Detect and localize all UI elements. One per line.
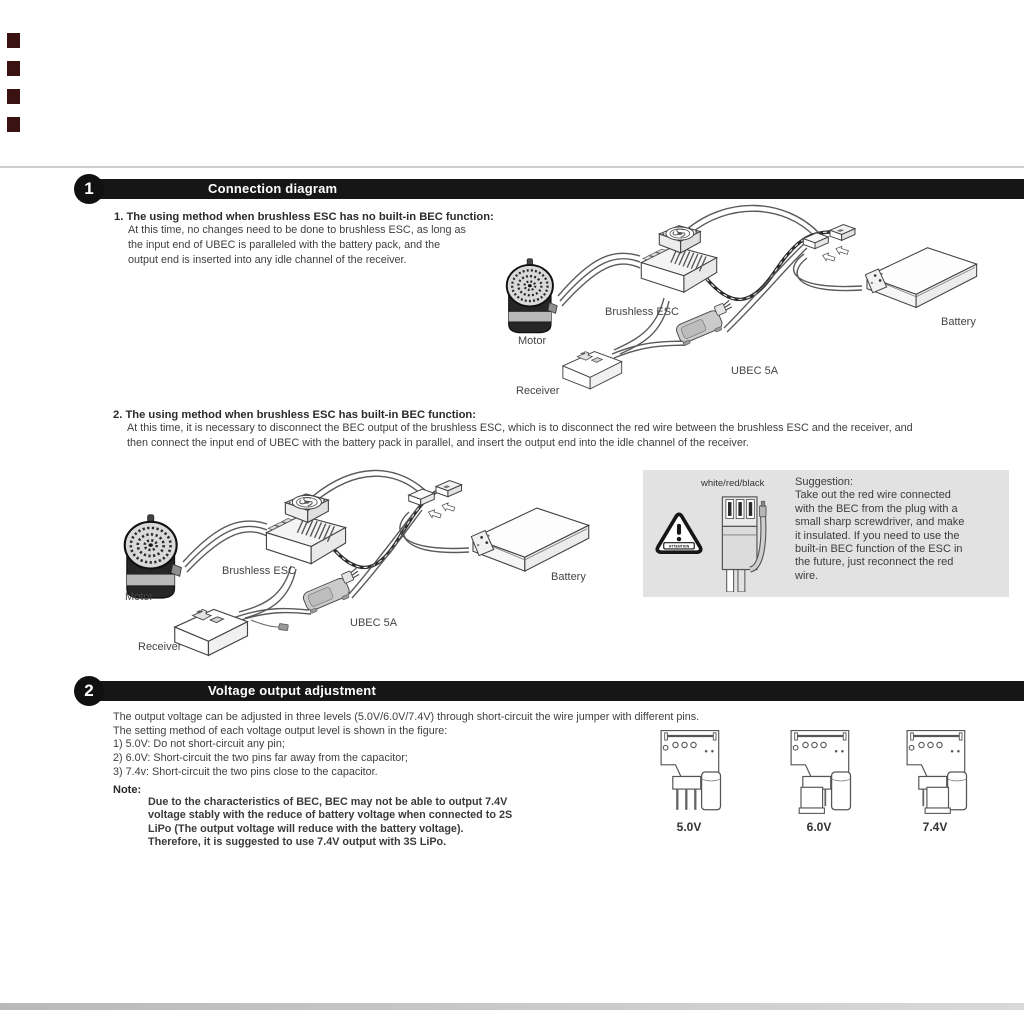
esc-illustration [641, 226, 716, 292]
note-label: Note: [113, 784, 142, 796]
voltage-text-block [113, 711, 699, 780]
bare-pins [677, 789, 695, 810]
note-block [113, 784, 512, 850]
method-1-heading: 1. The using method when brushless ESC has no built-in BEC function: [114, 211, 494, 223]
jumper-block-near-pins [925, 787, 950, 813]
method-1-line-3: output end is inserted into any idle channel of the receiver. [128, 254, 407, 266]
battery-illustration [471, 508, 588, 571]
suggestion-line-4: it insulated. If you need to use the [795, 529, 960, 542]
note-line-1: Due to the characteristics of BEC, BEC may not be able to output 7.4V [148, 796, 508, 808]
print-registration-mark [7, 89, 20, 104]
battery-lead-wires [794, 254, 862, 291]
esc-battery-wires [313, 470, 439, 567]
suggestion-line-3: small sharp screwdriver, and make [795, 516, 965, 529]
method-1-line-1: At this time, no changes need to be done to brushless ESC, as long as [128, 224, 466, 236]
diagram1-ubec-label: UBEC 5A [731, 365, 779, 377]
print-registration-mark [7, 117, 20, 132]
suggestion-line-2: with the BEC from the plug with a [795, 502, 958, 515]
diagram2-ubec-label: UBEC 5A [350, 617, 398, 629]
attention-icon [655, 512, 703, 556]
section-2-title: Voltage output adjustment [208, 683, 376, 698]
voltage-item-2: 2) 6.0V: Short-circuit the two pins far away from the capacitor; [113, 752, 408, 765]
diagram2-esc-label: Brushless ESC [222, 565, 296, 577]
jumper-diagram-7v4 [899, 726, 971, 818]
ubec-illustration [300, 568, 366, 614]
section-2-header [0, 675, 1024, 707]
jumper-block-far-pins [799, 787, 824, 813]
suggestion-line-5: built-in BEC function of the ESC in [795, 543, 963, 556]
diagram1-motor-label: Motor [518, 335, 547, 347]
suggestion-title: Suggestion: [795, 476, 854, 488]
section-1-title: Connection diagram [208, 181, 338, 196]
method-1-line-2: the input end of UBEC is paralleled with the battery pack, and the [128, 239, 441, 251]
wire-plug-illustration [715, 490, 773, 592]
diagram1-battery-label: Battery [941, 316, 976, 328]
method-1-text-block [114, 211, 494, 268]
jumper-diagram-6v [783, 726, 855, 818]
diagram1-esc-label: Brushless ESC [605, 306, 679, 318]
jumper-label-7v4: 7.4V [922, 820, 948, 834]
diagram2-motor-label: Motor [125, 591, 154, 603]
jumper-diagram-5v [653, 726, 725, 818]
voltage-item-1: 1) 5.0V: Do not short-circuit any pin; [113, 738, 285, 751]
method-2-line-1: At this time, it is necessary to disconnect the BEC output of the brushless ESC, which is to disconnect the red wire between the brushless ESC and the receiver, and [127, 422, 913, 434]
voltage-intro-line-2: The setting method of each voltage output level is shown in the figure: [113, 724, 448, 737]
suggestion-line-1: Take out the red wire connected [795, 489, 951, 502]
connector-junction [409, 481, 462, 520]
voltage-item-3: 3) 7.4v: Short-circuit the two pins close to the capacitor. [113, 765, 378, 778]
scan-artifact-line-bottom [0, 1003, 1024, 1010]
diagram1-receiver-label: Receiver [516, 385, 560, 397]
connection-diagram-built-in-bec [103, 462, 643, 668]
method-2-text-block [113, 409, 913, 451]
jumper-label-5v: 5.0V [676, 820, 702, 834]
section-1-number-badge: 1 [74, 174, 104, 204]
connector-junction [803, 225, 855, 264]
wire-color-label: white/red/black [701, 478, 765, 489]
disconnected-red-wire [251, 620, 288, 631]
suggestion-box [643, 470, 1009, 597]
voltage-intro-line-1: The output voltage can be adjusted in three levels (5.0V/6.0V/7.4V) through short-circuit the wire jumper with different pins. [113, 711, 700, 723]
note-line-3: LiPo (The output voltage will reduce with the battery voltage). [148, 822, 464, 835]
method-2-heading: 2. The using method when brushless ESC has built-in BEC function: [113, 409, 476, 421]
note-line-4: Therefore, it is suggested to use 7.4V output with 3S LiPo. [148, 836, 447, 849]
scan-artifact-line-top [0, 166, 1024, 168]
suggestion-text [795, 476, 964, 583]
section-2-header-bar [95, 681, 1024, 701]
note-line-2: voltage stably with the reduce of battery voltage when connected to 2S [148, 809, 513, 822]
esc-illustration [266, 494, 345, 564]
diagram2-receiver-label: Receiver [138, 641, 182, 653]
jumper-label-6v: 6.0V [806, 820, 832, 834]
motor-illustration [507, 259, 557, 333]
motor-wires [558, 253, 640, 306]
suggestion-line-7: wire. [795, 569, 819, 582]
receiver-illustration [563, 352, 622, 389]
suggestion-line-6: the future, just reconnect the red [795, 556, 954, 569]
print-registration-mark [7, 61, 20, 76]
diagram2-battery-label: Battery [551, 571, 586, 583]
motor-illustration [125, 515, 182, 598]
battery-illustration [865, 248, 976, 308]
section-2-number-badge: 2 [74, 676, 104, 706]
method-2-line-2: then connect the input end of UBEC with the battery pack in parallel, and insert the output end into the idle channel of the receiver. [127, 437, 749, 449]
print-registration-mark [7, 33, 20, 48]
